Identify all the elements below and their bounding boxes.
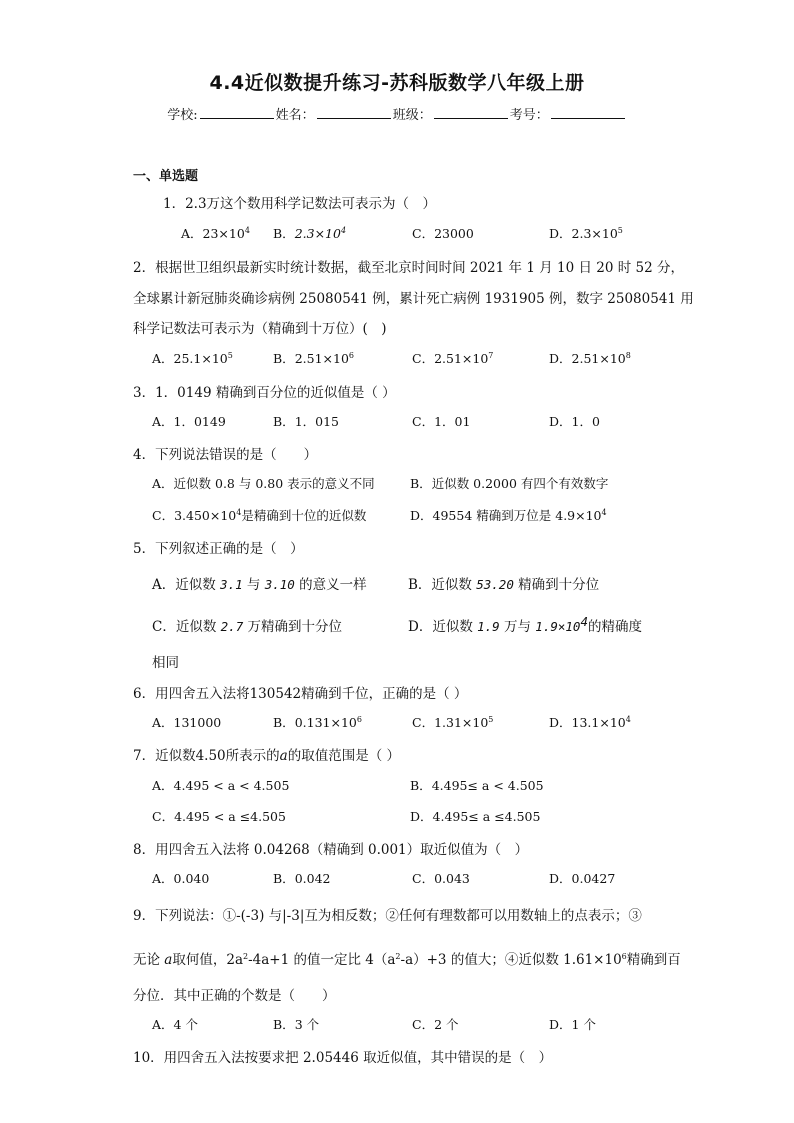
q1-option-c: [412, 224, 474, 242]
option-number: 3.10: [264, 577, 295, 592]
option-text: 4 个: [173, 1017, 198, 1032]
stem-exponent: 2: [395, 952, 401, 961]
option-letter: C．: [152, 809, 175, 824]
option-text: 近似数: [175, 577, 221, 593]
option-text: 近似数 0.8 与 0.80 表示的意义不同: [173, 476, 375, 491]
option-text: 1.31×10: [434, 715, 489, 730]
question-9-line-1: 9．下列说法：①-(-3) 与|-3|互为相反数；②任何有理数都可以用数轴上的点表示；③: [133, 908, 642, 924]
q5-option-d: [408, 615, 642, 635]
option-letter: B．: [273, 414, 295, 429]
option-exponent: 4: [580, 614, 588, 629]
option-text: 近似数: [431, 577, 477, 593]
question-8-stem: 8．用四舍五入法将 0.04268（精确到 0.001）取近似值为（ ）: [133, 842, 529, 858]
stem-text: 无论: [133, 952, 165, 968]
school-blank[interactable]: [200, 106, 274, 119]
option-text: 4.495≤ a < 4.505: [431, 778, 544, 793]
option-text: 2.3×10: [571, 226, 618, 241]
option-text: 13.1×10: [571, 715, 626, 730]
option-text: 0.040: [173, 871, 210, 886]
option-number: 3.1: [220, 577, 243, 592]
option-letter: D．: [549, 1017, 572, 1032]
option-exponent: 6: [348, 351, 354, 360]
name-label: 姓名：: [275, 108, 315, 123]
option-letter: A．: [152, 1017, 174, 1032]
option-letter: A．: [152, 577, 176, 593]
q4-option-d: [410, 506, 607, 524]
option-text-after: 是精确到十位的近似数: [241, 508, 367, 523]
option-letter: D．: [549, 871, 572, 886]
q5-option-c: [152, 615, 342, 635]
option-text: 4.495≤ a ≤4.505: [432, 809, 541, 824]
option-letter: C．: [152, 508, 175, 523]
question-4-stem: 4．下列说法错误的是（ ）: [133, 447, 318, 463]
q2-option-c: [412, 349, 493, 367]
option-letter: D．: [408, 619, 433, 635]
question-2-stem-line-2: 全球累计新冠肺炎确诊病例 25080541 例，累计死亡病例 1931905 例，数字 25080541 用: [133, 291, 694, 307]
option-text: 131000: [173, 715, 222, 730]
option-text-mid: 万与: [499, 619, 536, 635]
option-letter: C．: [412, 351, 435, 366]
exam-no-blank[interactable]: [551, 106, 625, 119]
q1-option-d: [549, 224, 623, 242]
question-2-stem-line-3: 科学记数法可表示为（精确到十万位）( ): [133, 321, 387, 337]
option-exponent: 5: [617, 226, 623, 235]
option-exponent: 4: [625, 715, 631, 724]
q1-option-b: [273, 224, 346, 242]
option-number: 1.9×10: [535, 619, 581, 634]
option-exponent: 7: [488, 351, 494, 360]
q5-option-continuation: 相同: [152, 655, 179, 671]
page-title: 4.4近似数提升练习-苏科版数学八年级上册: [209, 72, 585, 94]
question-6-stem: 6．用四舍五入法将130542精确到千位，正确的是（ ）: [133, 686, 468, 702]
option-letter: B．: [273, 351, 295, 366]
q3-option-d: [549, 412, 600, 430]
option-exponent: 4: [340, 226, 347, 235]
q6-option-b: [273, 713, 362, 731]
option-text: 1．01: [434, 414, 471, 429]
stem-text: -4a+1 的值一定比 4（a: [248, 952, 396, 968]
stem-text: -a）+3 的值大；④近似数 1.61×10: [400, 952, 622, 968]
option-letter: A．: [152, 871, 174, 886]
option-text: 1．0: [571, 414, 600, 429]
option-exponent: 8: [625, 351, 631, 360]
option-text: 25.1×10: [173, 351, 228, 366]
q9-option-b: [273, 1015, 319, 1033]
stem-exponent: 6: [621, 952, 627, 961]
q7-option-c: [152, 807, 286, 825]
option-letter: D．: [410, 809, 433, 824]
option-letter: D．: [410, 508, 433, 523]
option-exponent: 4: [601, 508, 607, 517]
option-text: 2.3×10: [294, 226, 341, 241]
class-label: 班级：: [392, 108, 432, 123]
option-text: 近似数: [175, 619, 221, 635]
option-text: 2.51×10: [294, 351, 349, 366]
option-text: 0.043: [434, 871, 470, 886]
option-text-after: 的精确度: [587, 619, 642, 635]
class-blank[interactable]: [434, 106, 508, 119]
question-7-stem: [133, 744, 400, 764]
option-text: 2 个: [434, 1017, 459, 1032]
option-letter: C．: [152, 619, 176, 635]
option-text: 1．015: [294, 414, 339, 429]
q3-option-b: [273, 412, 339, 430]
q9-option-d: [549, 1015, 596, 1033]
option-letter: C．: [412, 414, 435, 429]
q9-option-c: [412, 1015, 459, 1033]
question-2-stem-line-1: 2．根据世卫组织最新实时统计数据，截至北京时间时间 2021 年 1 月 10 日 20 时 52 分，: [133, 260, 684, 276]
q1-option-a: [181, 224, 250, 242]
option-text: 0.131×10: [294, 715, 357, 730]
option-text: 23×10: [202, 226, 245, 241]
option-text-after: 精确到十分位: [513, 577, 600, 593]
q2-option-d: [549, 349, 631, 367]
option-text: 4.495 < a < 4.505: [173, 778, 290, 793]
option-letter: A．: [152, 715, 174, 730]
stem-text: 精确到百: [626, 952, 681, 968]
option-letter: C．: [412, 715, 435, 730]
section-heading: 一、单选题: [133, 169, 199, 184]
option-exponent: 5: [227, 351, 233, 360]
question-3-stem: 3．1．0149 精确到百分位的近似值是（ ）: [133, 385, 396, 401]
q7-option-d: [410, 807, 540, 825]
option-letter: A．: [152, 778, 174, 793]
option-letter: B．: [410, 476, 432, 491]
option-text: 2.51×10: [434, 351, 489, 366]
stem-text: 取何值，2a: [172, 952, 243, 968]
question-5-stem: 5．下列叙述正确的是（ ）: [133, 541, 304, 557]
stem-exponent: 2: [243, 952, 249, 961]
stem-text: 的取值范围是（ ）: [287, 748, 401, 764]
option-number: 1.9: [477, 619, 500, 634]
option-letter: B．: [408, 577, 432, 593]
option-letter: B．: [273, 871, 295, 886]
q5-option-b: [408, 573, 599, 593]
option-number: 2.7: [220, 619, 244, 634]
option-text-after: 万精确到十分位: [243, 619, 343, 635]
question-1-stem: 1．2.3万这个数用科学记数法可表示为（ ）: [163, 196, 437, 212]
q8-option-c: [412, 869, 470, 887]
option-exponent: 4: [236, 508, 242, 517]
exam-no-label: 考号：: [509, 108, 549, 123]
option-letter: A．: [152, 414, 174, 429]
question-9-line-2: [133, 948, 681, 968]
q4-option-b: [410, 474, 608, 492]
school-label: 学校:: [167, 108, 198, 123]
option-letter: B．: [273, 715, 295, 730]
option-exponent: 4: [244, 226, 250, 235]
option-text: 1．0149: [173, 414, 226, 429]
question-10-stem: 10．用四舍五入法按要求把 2.05446 取近似值，其中错误的是（ ）: [133, 1050, 553, 1066]
option-letter: C．: [412, 1017, 435, 1032]
q8-option-b: [273, 869, 330, 887]
option-text: 0.042: [294, 871, 331, 886]
option-text: 0.0427: [571, 871, 616, 886]
q8-option-d: [549, 869, 615, 887]
student-info-line: [0, 104, 794, 123]
option-text: 4.495 < a ≤4.505: [174, 809, 286, 824]
q4-option-a: [152, 474, 375, 492]
q6-option-d: [549, 713, 631, 731]
option-letter: C．: [412, 226, 435, 241]
option-letter: D．: [549, 414, 572, 429]
option-text-after: 的意义一样: [294, 577, 367, 593]
stem-variable: a: [279, 748, 288, 764]
q3-option-a: [152, 412, 226, 430]
option-text: 3 个: [294, 1017, 320, 1032]
option-text: 近似数: [432, 619, 478, 635]
option-text: 2.51×10: [571, 351, 626, 366]
option-text: 1 个: [571, 1017, 596, 1032]
q7-option-b: [410, 776, 544, 794]
option-letter: A．: [152, 351, 174, 366]
option-letter: D．: [549, 715, 572, 730]
option-letter: A．: [181, 226, 203, 241]
option-text: 49554 精确到万位是 4.9×10: [432, 508, 602, 523]
q3-option-c: [412, 412, 470, 430]
q2-option-b: [273, 349, 354, 367]
q6-option-a: [152, 713, 221, 731]
stem-variable: a: [164, 952, 173, 968]
option-letter: C．: [412, 871, 435, 886]
q5-option-a: [152, 573, 367, 593]
option-exponent: 6: [356, 715, 362, 724]
option-letter: A．: [152, 476, 174, 491]
q2-option-a: [152, 349, 233, 367]
q6-option-c: [412, 713, 493, 731]
q9-option-a: [152, 1015, 198, 1033]
question-9-line-3: 分位．其中正确的个数是（ ）: [133, 988, 336, 1004]
q7-option-a: [152, 776, 289, 794]
option-text: 3.450×10: [174, 508, 237, 523]
option-text: 23000: [434, 226, 474, 241]
option-letter: B．: [273, 1017, 295, 1032]
stem-text: 7．近似数4.50所表示的: [133, 748, 280, 764]
option-letter: D．: [549, 351, 572, 366]
name-blank[interactable]: [317, 106, 391, 119]
option-number: 53.20: [476, 577, 514, 592]
q8-option-a: [152, 869, 209, 887]
option-exponent: 5: [488, 715, 494, 724]
option-letter: D．: [549, 226, 572, 241]
q4-option-c: [152, 506, 366, 524]
option-text-mid: 与: [242, 577, 265, 593]
option-letter: B．: [410, 778, 432, 793]
option-letter: B．: [273, 226, 295, 241]
option-text: 近似数 0.2000 有四个有效数字: [431, 476, 609, 491]
